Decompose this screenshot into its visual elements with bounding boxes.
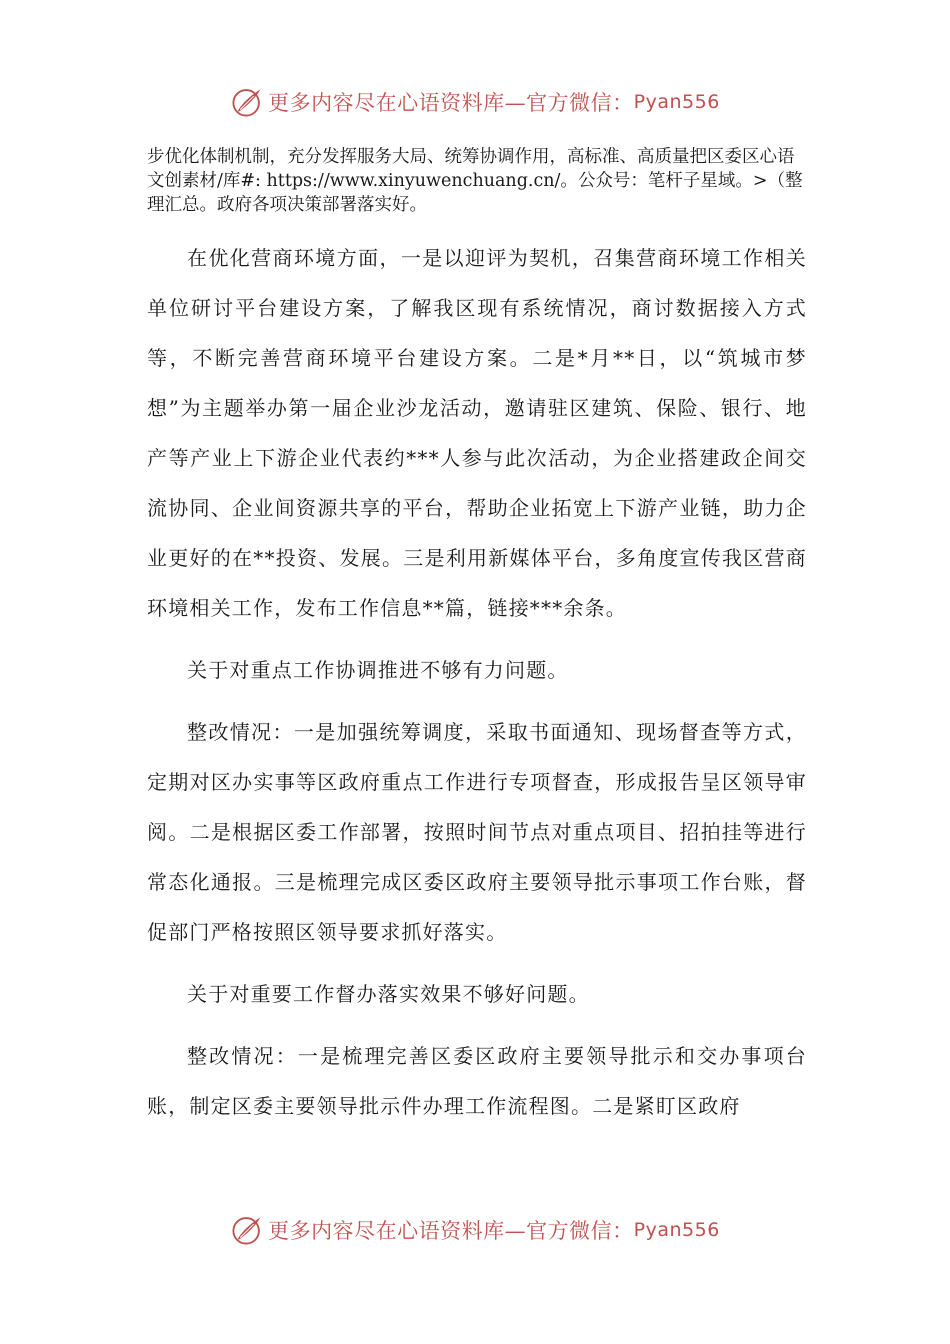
paragraph-business-environment: 在优化营商环境方面，一是以迎评为契机，召集营商环境工作相关单位研讨平台建设方案，了解我区现有系统情况，商讨数据接入方式等，不断完善营商环境平台建设方案。二是*月**日，以“筑城市梦想”为主题举办第一届企业沙龙活动，邀请驻区建筑、保险、银行、地产等产业上下游企业代表约***人参与此次活动，为企业搭建政企间交流协同、企业间资源共享的平台，帮助企业拓宽上下游产业链，助力企业更好的在**投资、发展。三是利用新媒体平台，多角度宣传我区营商环境相关工作，发布工作信息**篇，链接***余条。: [147, 246, 807, 620]
heading-supervision-issue: 关于对重要工作督办落实效果不够好问题。: [187, 982, 590, 1006]
paragraph-rectification-1: 整改情况：一是加强统筹调度，采取书面通知、现场督查等方式，定期对区办实事等区政府重点工作进行专项督查，形成报告呈区领导审阅。二是根据区委工作部署，按照时间节点对重点项目、招拍挂等进行常态化通报。三是梳理完成区委区政府主要领导批示事项工作台账，督促部门严格按照区领导要求抓好落实。: [147, 720, 807, 944]
footer-banner: [0, 1210, 950, 1250]
header-banner: [0, 82, 950, 122]
quill-logo-icon: [230, 1213, 264, 1247]
banner-text: 更多内容尽在心语资料库—官方微信：: [268, 91, 634, 115]
intro-paragraph: 步优化体制机制，充分发挥服务大局、统筹协调作用，高标准、高质量把区委区心语文创素材/库#: https://www.xinyuwenchuang.cn/。公众号：笔杆子星域。>（整理汇总。政府各项决策部署落实好。: [147, 147, 803, 215]
wechat-id: Pyan556: [633, 91, 720, 113]
heading-coordination-issue: 关于对重点工作协调推进不够有力问题。: [187, 658, 569, 682]
quill-logo-icon: [230, 85, 264, 119]
paragraph-rectification-2: 整改情况：一是梳理完善区委区政府主要领导批示和交办事项台账，制定区委主要领导批示件办理工作流程图。二是紧盯区政府: [147, 1044, 807, 1118]
banner-text: 更多内容尽在心语资料库—官方微信：: [268, 1219, 634, 1243]
document-body: [147, 233, 807, 1131]
wechat-id: Pyan556: [633, 1219, 720, 1241]
